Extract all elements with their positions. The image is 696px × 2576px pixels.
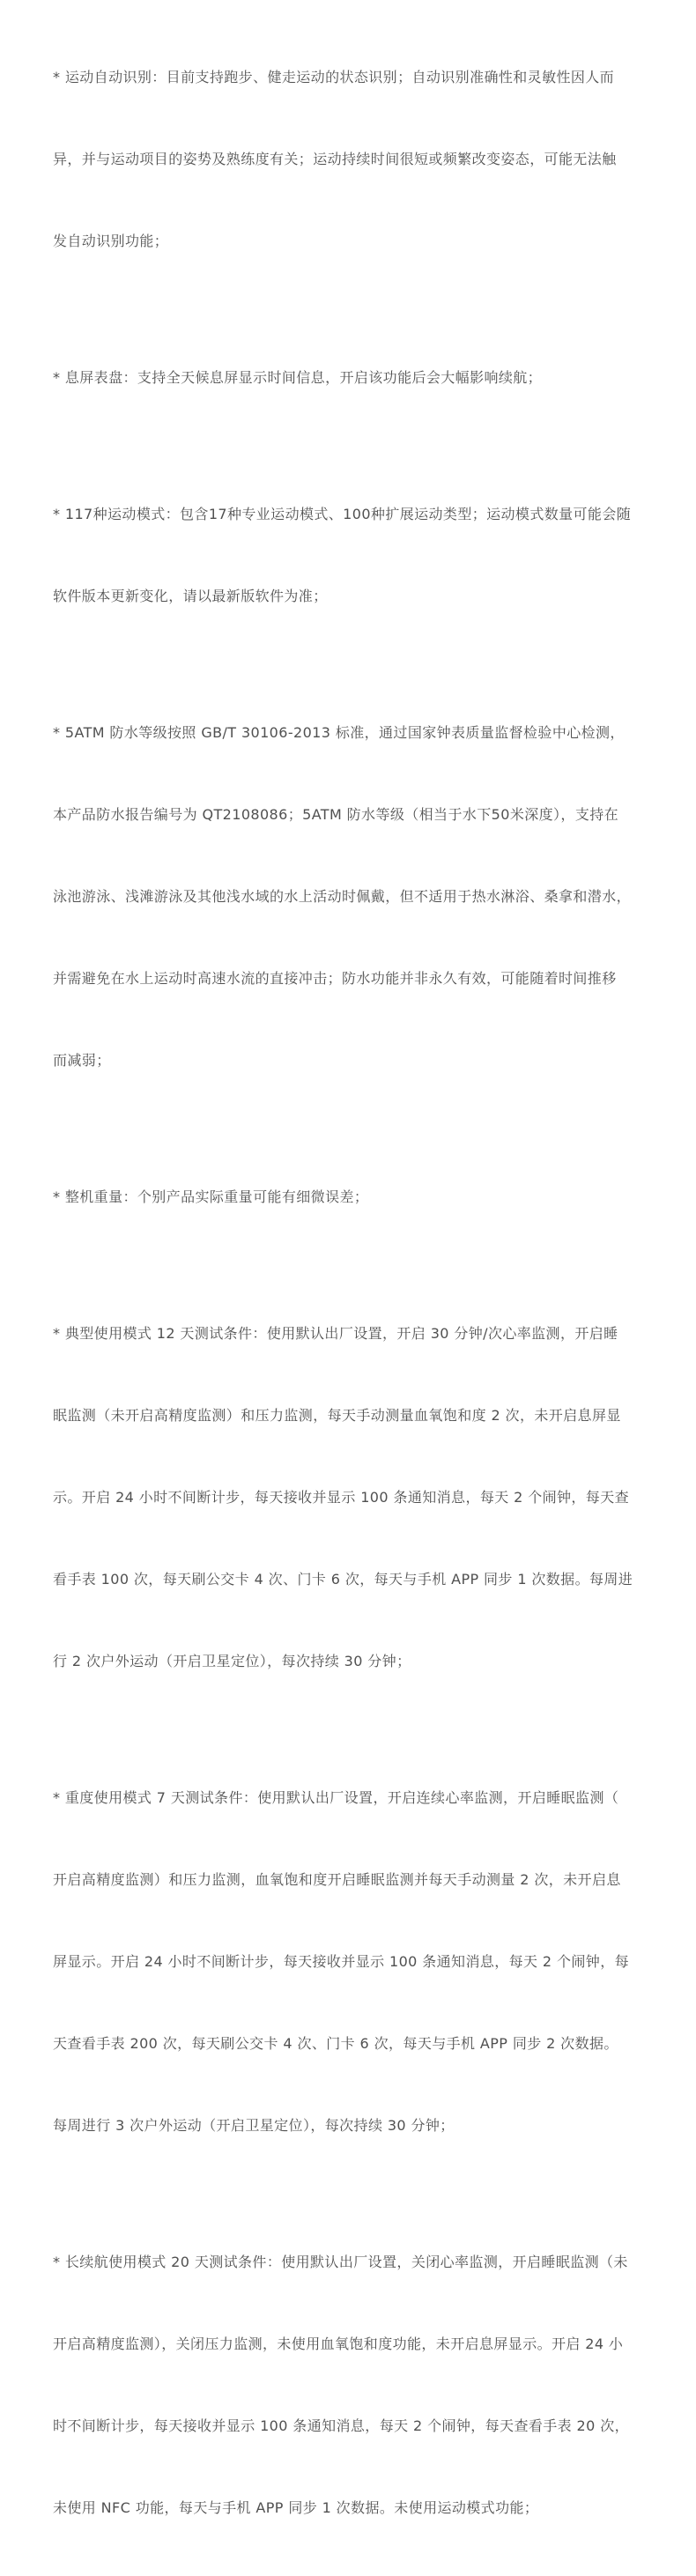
note-line: 发自动识别功能； [53, 233, 169, 249]
note-line: * 长续航使用模式 20 天测试条件：使用默认出厂设置，关闭心率监测，开启睡眠监测（未 [53, 2254, 628, 2270]
note-heavy-usage [53, 1729, 661, 2194]
note-line: 泳池游泳、浅滩游泳及其他浅水域的水上活动时佩戴，但不适用于热水淋浴、桑拿和潜水， [53, 888, 632, 905]
note-line: * 重度使用模式 7 天测试条件：使用默认出厂设置，开启连续心率监测，开启睡眠监测（ [53, 1789, 619, 1806]
note-auto-recognition [53, 9, 661, 309]
note-line: 时不间断计步，每天接收并显示 100 条通知消息，每天 2 个闹钟，每天查看手表 20 次， [53, 2417, 629, 2434]
note-line: * 典型使用模式 12 天测试条件：使用默认出厂设置，开启 30 分钟/次心率监测，开启睡 [53, 1325, 618, 1342]
note-line: * 息屏表盘：支持全天候息屏显示时间信息，开启该功能后会大幅影响续航； [53, 369, 543, 386]
note-line: 软件版本更新变化，请以最新版软件为准； [53, 588, 328, 604]
note-always-on-display [53, 309, 661, 446]
note-line: 未使用 NFC 功能，每天与手机 APP 同步 1 次数据。未使用运动模式功能； [53, 2499, 539, 2516]
note-line: 每周进行 3 次户外运动（开启卫星定位），每次持续 30 分钟； [53, 2117, 455, 2134]
note-line: * 117种运动模式：包含17种专业运动模式、100种扩展运动类型；运动模式数量可能会随 [53, 506, 632, 522]
note-water-resistance [53, 664, 661, 1129]
note-sport-modes [53, 446, 661, 664]
note-line: * 运动自动识别：目前支持跑步、健走运动的状态识别；自动识别准确性和灵敏性因人而 [53, 69, 615, 85]
note-line: 眠监测（未开启高精度监测）和压力监测，每天手动测量血氧饱和度 2 次，未开启息屏显 [53, 1407, 621, 1424]
note-line: 本产品防水报告编号为 QT2108086；5ATM 防水等级（相当于水下50米深度），支持在 [53, 806, 619, 823]
note-typical-usage [53, 1265, 661, 1729]
note-line: * 整机重量：个别产品实际重量可能有细微误差； [53, 1188, 369, 1205]
note-line: 而减弱； [53, 1052, 111, 1069]
note-long-battery-usage [53, 2194, 661, 2576]
note-line: 并需避免在水上运动时高速水流的直接冲击；防水功能并非永久有效，可能随着时间推移 [53, 970, 617, 987]
note-line: 屏显示。开启 24 小时不间断计步，每天接收并显示 100 条通知消息，每天 2 个闹钟，每 [53, 1953, 629, 1970]
note-line: 开启高精度监测），关闭压力监测，未使用血氧饱和度功能，未开启息屏显示。开启 24 小 [53, 2335, 624, 2352]
note-line: 异，并与运动项目的姿势及熟练度有关；运动持续时间很短或频繁改变姿态，可能无法触 [53, 151, 617, 167]
note-line: 示。开启 24 小时不间断计步，每天接收并显示 100 条通知消息，每天 2 个闹钟，每天查 [53, 1489, 629, 1506]
note-weight [53, 1129, 661, 1265]
note-line: 看手表 100 次，每天刷公交卡 4 次、门卡 6 次，每天与手机 APP 同步 1 次数据。每周进 [53, 1571, 633, 1588]
note-line: * 5ATM 防水等级按照 GB/T 30106-2013 标准，通过国家钟表质量监督检验中心检测， [53, 724, 625, 741]
footnotes-section [53, 9, 661, 2576]
note-line: 天查看手表 200 次，每天刷公交卡 4 次、门卡 6 次，每天与手机 APP 同步 2 次数据。 [53, 2035, 618, 2052]
note-line: 行 2 次户外运动（开启卫星定位），每次持续 30 分钟； [53, 1653, 411, 1669]
note-line: 开启高精度监测）和压力监测，血氧饱和度开启睡眠监测并每天手动测量 2 次，未开启息 [53, 1871, 621, 1888]
